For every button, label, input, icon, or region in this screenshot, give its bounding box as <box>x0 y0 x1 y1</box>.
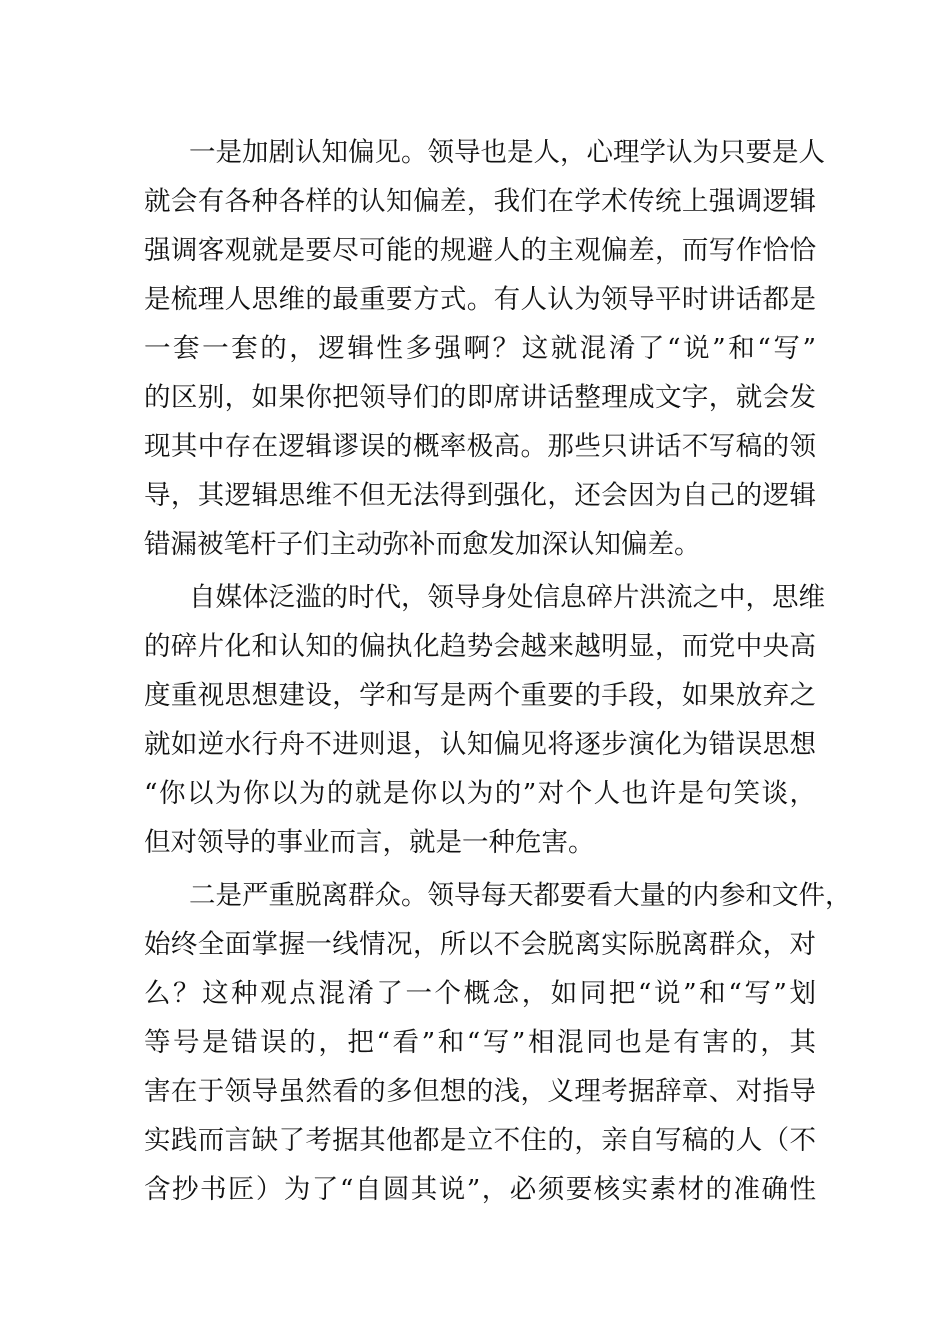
text-line: 实践而言缺了考据其他都是立不住的，亲自写稿的人（不 <box>144 1125 816 1156</box>
text-line: 么？这种观点混淆了一个概念，如同把“说”和“写”划 <box>144 978 816 1009</box>
text-line: 一套一套的，逻辑性多强啊？这就混淆了“说”和“写” <box>144 333 816 364</box>
text-line: 度重视思想建设，学和写是两个重要的手段，如果放弃之 <box>144 680 816 711</box>
text-line: 的区别，如果你把领导们的即席讲话整理成文字，就会发 <box>144 382 816 413</box>
text-line: 导，其逻辑思维不但无法得到强化，还会因为自己的逻辑 <box>144 480 816 511</box>
paragraph-self-media <box>144 573 825 867</box>
text-line: 等号是错误的，把“看”和“写”相混同也是有害的，其 <box>144 1027 816 1058</box>
text-line: 但对领导的事业而言，就是一种危害。 <box>144 827 595 858</box>
text-line: 现其中存在逻辑谬误的概率极高。那些只讲话不写稿的领 <box>144 431 816 462</box>
text-line: 就如逆水行舟不进则退，认知偏见将逐步演化为错误思想 <box>144 729 816 760</box>
text-line: 就会有各种各样的认知偏差，我们在学术传统上强调逻辑 <box>144 186 816 217</box>
text-line: 一是加剧认知偏见。领导也是人，心理学认为只要是人 <box>189 137 825 168</box>
text-line: 害在于领导虽然看的多但想的浅，义理考据辞章、对指导 <box>144 1076 816 1107</box>
paragraph-cognitive-bias <box>144 128 825 569</box>
text-line: 含抄书匠）为了“自圆其说”，必须要核实素材的准确性 <box>144 1174 816 1205</box>
text-line: 始终全面掌握一线情况，所以不会脱离实际脱离群众，对 <box>144 929 816 960</box>
text-line: 的碎片化和认知的偏执化趋势会越来越明显，而党中央高 <box>144 631 816 662</box>
text-line: 错漏被笔杆子们主动弥补而愈发加深认知偏差。 <box>144 529 701 560</box>
text-line: 是梳理人思维的最重要方式。有人认为领导平时讲话都是 <box>144 284 816 315</box>
document-body <box>144 128 852 1218</box>
text-line: 强调客观就是要尽可能的规避人的主观偏差，而写作恰恰 <box>144 235 816 266</box>
paragraph-detached-from-masses <box>144 871 852 1214</box>
text-line: 二是严重脱离群众。领导每天都要看大量的内参和文件， <box>189 880 852 911</box>
text-line: 自媒体泛滥的时代，领导身处信息碎片洪流之中，思维 <box>189 582 825 613</box>
text-line: “你以为你以为的就是你以为的”对个人也许是句笑谈， <box>144 778 816 809</box>
